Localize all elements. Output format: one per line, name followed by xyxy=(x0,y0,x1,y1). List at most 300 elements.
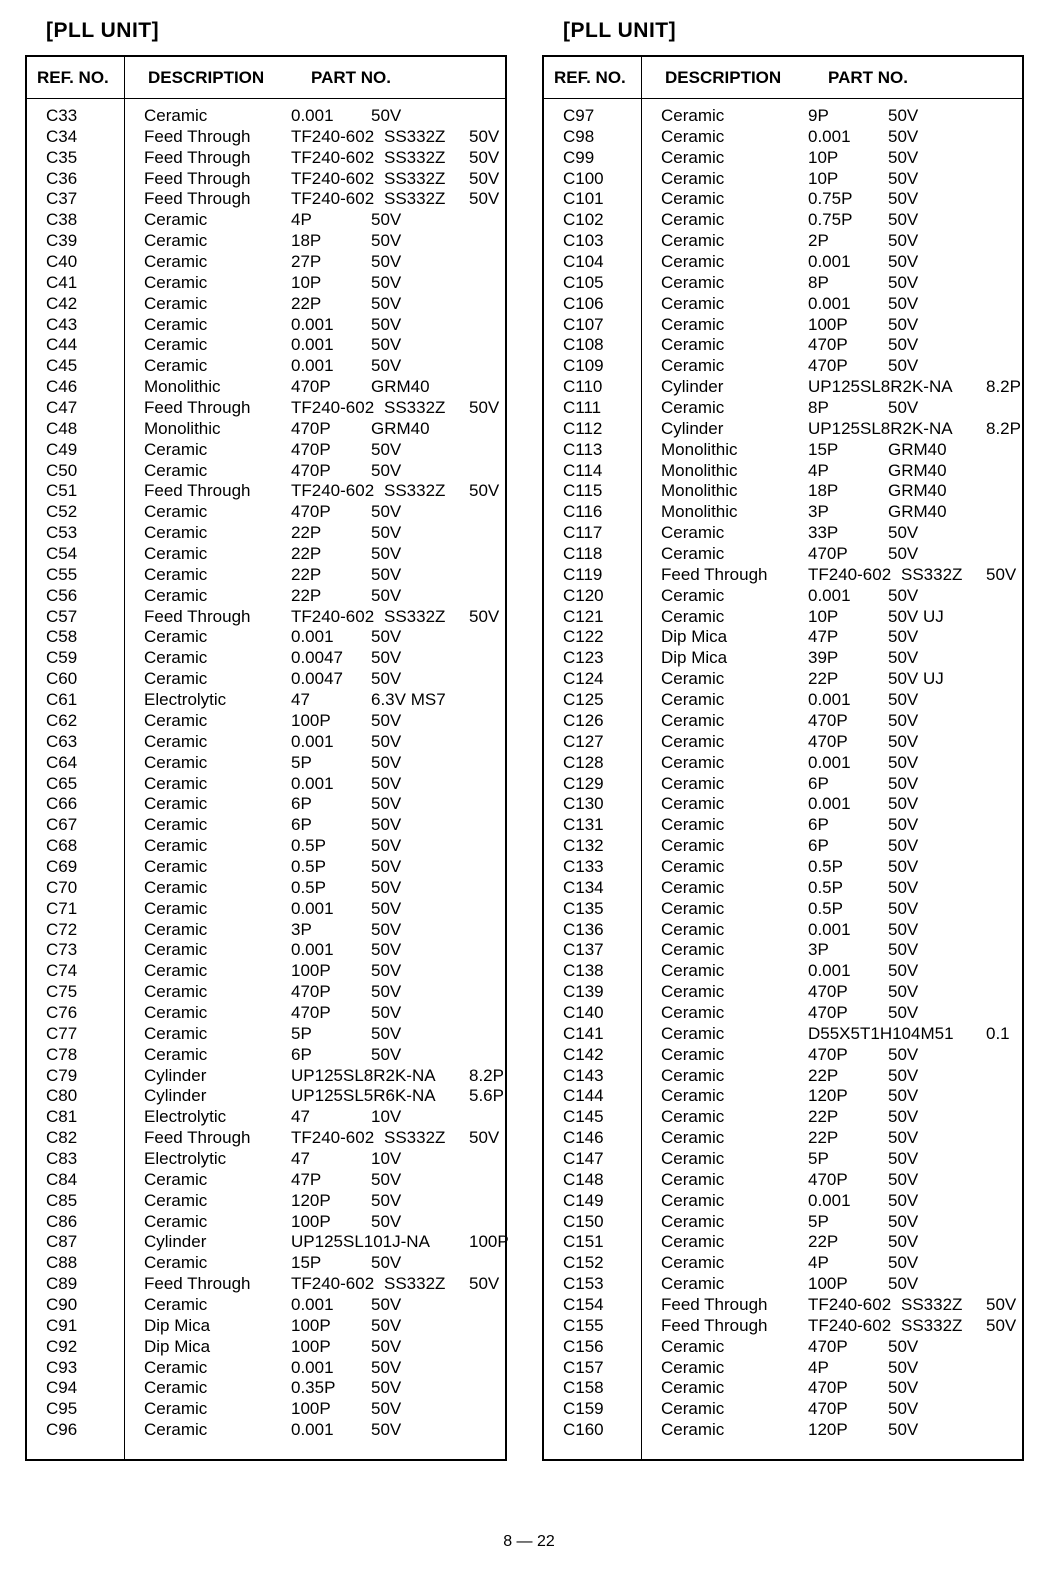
table-row xyxy=(544,419,1022,440)
rating-cell: 50V xyxy=(371,293,402,313)
value-cell: 47 xyxy=(291,1148,310,1168)
table-row xyxy=(27,565,505,586)
description-cell: Ceramic xyxy=(661,877,725,897)
table-row xyxy=(544,502,1022,523)
ref-cell: C93 xyxy=(46,1357,78,1377)
part-number-cell: TF240-602 xyxy=(291,189,375,209)
table-row xyxy=(27,294,505,315)
description-cell: Ceramic xyxy=(144,502,208,522)
description-cell: Ceramic xyxy=(661,773,725,793)
description-cell: Ceramic xyxy=(661,982,725,1002)
rating-cell: 50V xyxy=(371,1315,402,1335)
rating-cell: 50V xyxy=(371,961,402,981)
description-cell: Ceramic xyxy=(661,940,725,960)
part-code-cell: SS332Z xyxy=(384,168,446,188)
description-cell: Feed Through xyxy=(661,1315,768,1335)
ref-cell: C143 xyxy=(563,1065,604,1085)
rating-cell: 50V xyxy=(888,648,919,668)
rating-cell: 50V xyxy=(888,919,919,939)
ref-cell: C105 xyxy=(563,272,604,292)
ref-cell: C132 xyxy=(563,836,604,856)
table-row xyxy=(27,169,505,190)
ref-cell: C60 xyxy=(46,669,78,689)
rating-cell: GRM40 xyxy=(371,418,430,438)
ref-cell: C137 xyxy=(563,940,604,960)
value-cell: 22P xyxy=(808,1107,839,1127)
value-cell: 0.001 xyxy=(808,585,851,605)
part-code-cell: SS332Z xyxy=(384,398,446,418)
part-number-cell: UP125SL8R2K-NA xyxy=(291,1065,436,1085)
description-cell: Ceramic xyxy=(144,752,208,772)
table-row xyxy=(27,544,505,565)
value-cell: 10P xyxy=(291,272,322,292)
table-row xyxy=(27,189,505,210)
value-cell: 100P xyxy=(291,710,331,730)
table-row xyxy=(544,189,1022,210)
rating-cell: 50V xyxy=(371,1336,402,1356)
rating-cell: 50V xyxy=(888,1086,919,1106)
description-cell: Monolithic xyxy=(144,418,221,438)
description-cell: Ceramic xyxy=(144,585,208,605)
description-cell: Ceramic xyxy=(661,231,725,251)
description-cell: Ceramic xyxy=(661,126,725,146)
ref-cell: C109 xyxy=(563,356,604,376)
value-cell: 5P xyxy=(808,1148,829,1168)
description-cell: Ceramic xyxy=(661,1169,725,1189)
description-cell: Ceramic xyxy=(144,544,208,564)
rating-cell: 50V xyxy=(371,106,402,125)
rating-cell: 50V xyxy=(888,147,919,167)
value-cell: 0.001 xyxy=(808,794,851,814)
ref-cell: C108 xyxy=(563,335,604,355)
rating-cell: 50V xyxy=(371,919,402,939)
description-cell: Ceramic xyxy=(661,1211,725,1231)
rating-cell: 50V xyxy=(371,523,402,543)
rating-cell: 50V xyxy=(371,982,402,1002)
description-cell: Ceramic xyxy=(661,690,725,710)
ref-cell: C63 xyxy=(46,731,78,751)
value-cell: 10P xyxy=(808,147,839,167)
table-body xyxy=(544,106,1022,1441)
value-cell: 0.5P xyxy=(808,877,843,897)
description-cell: Ceramic xyxy=(144,731,208,751)
description-cell: Ceramic xyxy=(144,856,208,876)
ref-cell: C88 xyxy=(46,1253,78,1273)
table-row xyxy=(544,1066,1022,1087)
part-number-cell: TF240-602 xyxy=(291,126,375,146)
part-number-cell: TF240-602 xyxy=(291,1128,375,1148)
part-rating-cell: 50V xyxy=(469,189,500,209)
description-cell: Ceramic xyxy=(661,1107,725,1127)
ref-cell: C100 xyxy=(563,168,604,188)
description-cell: Ceramic xyxy=(144,523,208,543)
ref-cell: C38 xyxy=(46,210,78,230)
description-cell: Ceramic xyxy=(661,1357,725,1377)
ref-cell: C91 xyxy=(46,1315,78,1335)
ref-cell: C84 xyxy=(46,1169,78,1189)
rating-cell: 50V xyxy=(888,1190,919,1210)
description-cell: Ceramic xyxy=(144,231,208,251)
description-cell: Cylinder xyxy=(144,1065,207,1085)
description-cell: Ceramic xyxy=(661,523,725,543)
table-row xyxy=(27,461,505,482)
value-cell: 0.5P xyxy=(291,836,326,856)
ref-cell: C126 xyxy=(563,710,604,730)
ref-cell: C74 xyxy=(46,961,78,981)
value-cell: 2P xyxy=(808,231,829,251)
ref-cell: C35 xyxy=(46,147,78,167)
value-cell: 470P xyxy=(291,460,331,480)
ref-cell: C48 xyxy=(46,418,78,438)
rating-cell: 50V xyxy=(888,1148,919,1168)
table-row xyxy=(544,878,1022,899)
ref-cell: C81 xyxy=(46,1107,78,1127)
ref-cell: C147 xyxy=(563,1148,604,1168)
description-cell: Feed Through xyxy=(144,606,251,626)
table-body xyxy=(27,106,509,1441)
table-row xyxy=(27,1420,505,1441)
description-cell: Ceramic xyxy=(144,439,208,459)
description-cell: Electrolytic xyxy=(144,1148,227,1168)
value-cell: 0.001 xyxy=(291,773,334,793)
table-row xyxy=(27,669,505,690)
description-cell: Ceramic xyxy=(661,106,725,125)
table-row xyxy=(27,1191,505,1212)
value-cell: 470P xyxy=(808,710,848,730)
rating-cell: 50V xyxy=(888,836,919,856)
ref-cell: C131 xyxy=(563,815,604,835)
value-cell: 6P xyxy=(808,773,829,793)
part-rating-cell: 50V xyxy=(469,126,500,146)
rating-cell: 50V xyxy=(371,669,402,689)
description-cell: Ceramic xyxy=(144,1169,208,1189)
ref-cell: C76 xyxy=(46,1002,78,1022)
table-row xyxy=(27,315,505,336)
table-row xyxy=(27,899,505,920)
description-cell: Ceramic xyxy=(661,731,725,751)
description-cell: Ceramic xyxy=(144,919,208,939)
description-cell: Ceramic xyxy=(661,147,725,167)
description-cell: Ceramic xyxy=(661,335,725,355)
ref-cell: C42 xyxy=(46,293,78,313)
value-cell: 15P xyxy=(808,439,839,459)
value-cell: 0.0047 xyxy=(291,669,343,689)
value-cell: 470P xyxy=(808,1399,848,1419)
value-cell: 0.001 xyxy=(808,961,851,981)
description-cell: Ceramic xyxy=(144,564,208,584)
ref-cell: C96 xyxy=(46,1420,78,1440)
part-number-cell: TF240-602 xyxy=(808,1315,892,1335)
table-header xyxy=(27,57,505,99)
description-cell: Ceramic xyxy=(144,1190,208,1210)
ref-cell: C77 xyxy=(46,1023,78,1043)
table-row xyxy=(27,1399,505,1420)
rating-cell: 50V xyxy=(888,731,919,751)
table-row xyxy=(27,231,505,252)
description-cell: Cylinder xyxy=(144,1086,207,1106)
table-header xyxy=(544,57,1022,99)
table-row xyxy=(27,356,505,377)
value-cell: 0.001 xyxy=(808,126,851,146)
value-cell: 22P xyxy=(291,523,322,543)
table-row xyxy=(27,1212,505,1233)
rating-cell: 50V xyxy=(888,210,919,230)
description-cell: Monolithic xyxy=(661,481,738,501)
ref-cell: C113 xyxy=(563,439,603,459)
ref-cell: C119 xyxy=(563,564,603,584)
rating-cell: 50V xyxy=(371,439,402,459)
description-cell: Ceramic xyxy=(661,815,725,835)
rating-cell: GRM40 xyxy=(888,439,947,459)
description-cell: Ceramic xyxy=(144,627,208,647)
table-row xyxy=(544,544,1022,565)
parts-table-right xyxy=(542,55,1024,1461)
rating-cell: 50V xyxy=(371,460,402,480)
ref-cell: C45 xyxy=(46,356,78,376)
part-rating-cell: 0.1 xyxy=(986,1023,1010,1043)
value-cell: 120P xyxy=(808,1420,848,1440)
ref-cell: C54 xyxy=(46,544,78,564)
table-row xyxy=(27,398,505,419)
unit-title-right: [PLL UNIT] xyxy=(563,19,677,42)
rating-cell: 50V xyxy=(371,710,402,730)
table-row xyxy=(27,815,505,836)
ref-cell: C156 xyxy=(563,1336,604,1356)
table-row xyxy=(544,607,1022,628)
description-cell: Ceramic xyxy=(144,1211,208,1231)
part-number-cell: TF240-602 xyxy=(291,168,375,188)
table-row xyxy=(27,210,505,231)
ref-cell: C144 xyxy=(563,1086,604,1106)
ref-cell: C53 xyxy=(46,523,78,543)
rating-cell: 50V xyxy=(371,544,402,564)
table-row xyxy=(27,1253,505,1274)
rating-cell: 50V xyxy=(371,272,402,292)
rating-cell: 50V xyxy=(888,585,919,605)
value-cell: 120P xyxy=(291,1190,331,1210)
ref-cell: C140 xyxy=(563,1002,604,1022)
description-cell: Monolithic xyxy=(661,502,738,522)
part-rating-cell: 8.2P xyxy=(986,418,1021,438)
ref-cell: C68 xyxy=(46,836,78,856)
ref-cell: C121 xyxy=(563,606,604,626)
ref-cell: C41 xyxy=(46,272,78,292)
rating-cell: 10V xyxy=(371,1148,402,1168)
table-row xyxy=(544,836,1022,857)
description-cell: Ceramic xyxy=(144,815,208,835)
description-cell: Ceramic xyxy=(661,1253,725,1273)
value-cell: 47 xyxy=(291,690,310,710)
description-cell: Cylinder xyxy=(144,1232,207,1252)
rating-cell: 50V xyxy=(371,1002,402,1022)
ref-cell: C117 xyxy=(563,523,603,543)
table-row xyxy=(27,1003,505,1024)
table-row xyxy=(544,690,1022,711)
part-code-cell: SS332Z xyxy=(384,147,446,167)
table-row xyxy=(27,878,505,899)
ref-cell: C101 xyxy=(563,189,604,209)
value-cell: 470P xyxy=(291,1002,331,1022)
description-cell: Ceramic xyxy=(144,314,208,334)
ref-cell: C50 xyxy=(46,460,78,480)
rating-cell: 50V xyxy=(371,1294,402,1314)
part-number-cell: D55X5T1H104M51 xyxy=(808,1023,954,1043)
value-cell: 6P xyxy=(808,815,829,835)
rating-cell: 50V xyxy=(888,856,919,876)
table-row xyxy=(27,523,505,544)
description-cell: Ceramic xyxy=(144,773,208,793)
rating-cell: 50V xyxy=(888,710,919,730)
description-cell: Monolithic xyxy=(661,439,738,459)
table-row xyxy=(544,1170,1022,1191)
value-cell: 10P xyxy=(808,606,839,626)
ref-cell: C66 xyxy=(46,794,78,814)
value-cell: 100P xyxy=(291,1211,331,1231)
description-cell: Feed Through xyxy=(144,481,251,501)
table-row xyxy=(27,440,505,461)
table-row xyxy=(544,169,1022,190)
description-cell: Ceramic xyxy=(661,252,725,272)
description-cell: Feed Through xyxy=(144,398,251,418)
rating-cell: 50V xyxy=(888,1232,919,1252)
table-row xyxy=(544,1337,1022,1358)
table-row xyxy=(544,732,1022,753)
value-cell: 4P xyxy=(808,1253,829,1273)
description-cell: Ceramic xyxy=(144,106,208,125)
description-cell: Feed Through xyxy=(144,1274,251,1294)
part-number-cell: TF240-602 xyxy=(808,1294,892,1314)
description-cell: Monolithic xyxy=(144,377,221,397)
description-cell: Ceramic xyxy=(144,940,208,960)
table-row xyxy=(27,1149,505,1170)
ref-cell: C83 xyxy=(46,1148,78,1168)
rating-cell: 50V xyxy=(371,877,402,897)
table-row xyxy=(544,1128,1022,1149)
ref-cell: C70 xyxy=(46,877,78,897)
part-number-cell: TF240-602 xyxy=(291,147,375,167)
value-cell: 8P xyxy=(808,272,829,292)
ref-cell: C65 xyxy=(46,773,78,793)
ref-cell: C49 xyxy=(46,439,78,459)
rating-cell: 50V xyxy=(371,815,402,835)
value-cell: 470P xyxy=(291,982,331,1002)
rating-cell: 50V xyxy=(888,1274,919,1294)
table-row xyxy=(544,1045,1022,1066)
rating-cell: 50V xyxy=(371,648,402,668)
description-cell: Electrolytic xyxy=(144,1107,227,1127)
rating-cell: 50V xyxy=(888,1128,919,1148)
value-cell: 0.001 xyxy=(808,252,851,272)
ref-cell: C159 xyxy=(563,1399,604,1419)
description-cell: Ceramic xyxy=(144,794,208,814)
table-row xyxy=(544,940,1022,961)
value-cell: 100P xyxy=(808,1274,848,1294)
value-cell: 0.001 xyxy=(291,940,334,960)
description-cell: Ceramic xyxy=(661,1002,725,1022)
rating-cell: 50V xyxy=(371,836,402,856)
value-cell: 3P xyxy=(291,919,312,939)
table-row xyxy=(544,356,1022,377)
description-cell: Ceramic xyxy=(144,898,208,918)
ref-cell: C80 xyxy=(46,1086,78,1106)
rating-cell: 50V xyxy=(888,1378,919,1398)
table-row xyxy=(27,794,505,815)
table-row xyxy=(27,273,505,294)
value-cell: 18P xyxy=(291,231,322,251)
ref-cell: C127 xyxy=(563,731,604,751)
value-cell: 4P xyxy=(291,210,312,230)
table-row xyxy=(27,836,505,857)
value-cell: 470P xyxy=(291,439,331,459)
table-row xyxy=(544,1003,1022,1024)
rating-cell: 50V xyxy=(888,1002,919,1022)
description-cell: Dip Mica xyxy=(144,1315,211,1335)
value-cell: 3P xyxy=(808,940,829,960)
ref-cell: C139 xyxy=(563,982,604,1002)
value-cell: 470P xyxy=(291,502,331,522)
description-cell: Ceramic xyxy=(661,1044,725,1064)
rating-cell: 50V xyxy=(888,877,919,897)
rating-cell: 50V xyxy=(371,773,402,793)
description-cell: Ceramic xyxy=(144,982,208,1002)
rating-cell: 50V xyxy=(371,856,402,876)
rating-cell: 50V xyxy=(371,1169,402,1189)
part-number-cell: TF240-602 xyxy=(291,606,375,626)
value-cell: 470P xyxy=(808,544,848,564)
ref-cell: C67 xyxy=(46,815,78,835)
part-rating-cell: 50V xyxy=(469,168,500,188)
value-cell: 27P xyxy=(291,252,322,272)
description-cell: Ceramic xyxy=(144,710,208,730)
ref-cell: C95 xyxy=(46,1399,78,1419)
description-cell: Ceramic xyxy=(661,1065,725,1085)
description-cell: Monolithic xyxy=(661,460,738,480)
description-cell: Ceramic xyxy=(144,1044,208,1064)
table-row xyxy=(544,1024,1022,1045)
description-cell: Dip Mica xyxy=(144,1336,211,1356)
value-cell: 4P xyxy=(808,1357,829,1377)
description-cell: Ceramic xyxy=(661,272,725,292)
table-row xyxy=(544,982,1022,1003)
value-cell: 470P xyxy=(808,1378,848,1398)
table-row xyxy=(27,1128,505,1149)
rating-cell: GRM40 xyxy=(888,502,947,522)
table-row xyxy=(27,961,505,982)
description-cell: Ceramic xyxy=(661,836,725,856)
value-cell: 470P xyxy=(808,356,848,376)
rating-cell: 50V xyxy=(888,1336,919,1356)
table-row xyxy=(544,210,1022,231)
table-row xyxy=(27,857,505,878)
rating-cell: 50V xyxy=(888,231,919,251)
part-rating-cell: 50V xyxy=(469,1274,500,1294)
rating-cell: 50V xyxy=(371,1023,402,1043)
table-row xyxy=(27,1086,505,1107)
description-cell: Ceramic xyxy=(661,1274,725,1294)
ref-cell: C56 xyxy=(46,585,78,605)
table-row xyxy=(544,1420,1022,1441)
value-cell: 470P xyxy=(808,1044,848,1064)
ref-cell: C112 xyxy=(563,418,603,438)
value-cell: 6P xyxy=(291,1044,312,1064)
description-cell: Ceramic xyxy=(144,1420,208,1440)
part-code-cell: SS332Z xyxy=(384,606,446,626)
ref-cell: C153 xyxy=(563,1274,604,1294)
description-cell: Feed Through xyxy=(661,1294,768,1314)
rating-cell: 50V xyxy=(371,210,402,230)
ref-cell: C72 xyxy=(46,919,78,939)
table-row xyxy=(27,940,505,961)
